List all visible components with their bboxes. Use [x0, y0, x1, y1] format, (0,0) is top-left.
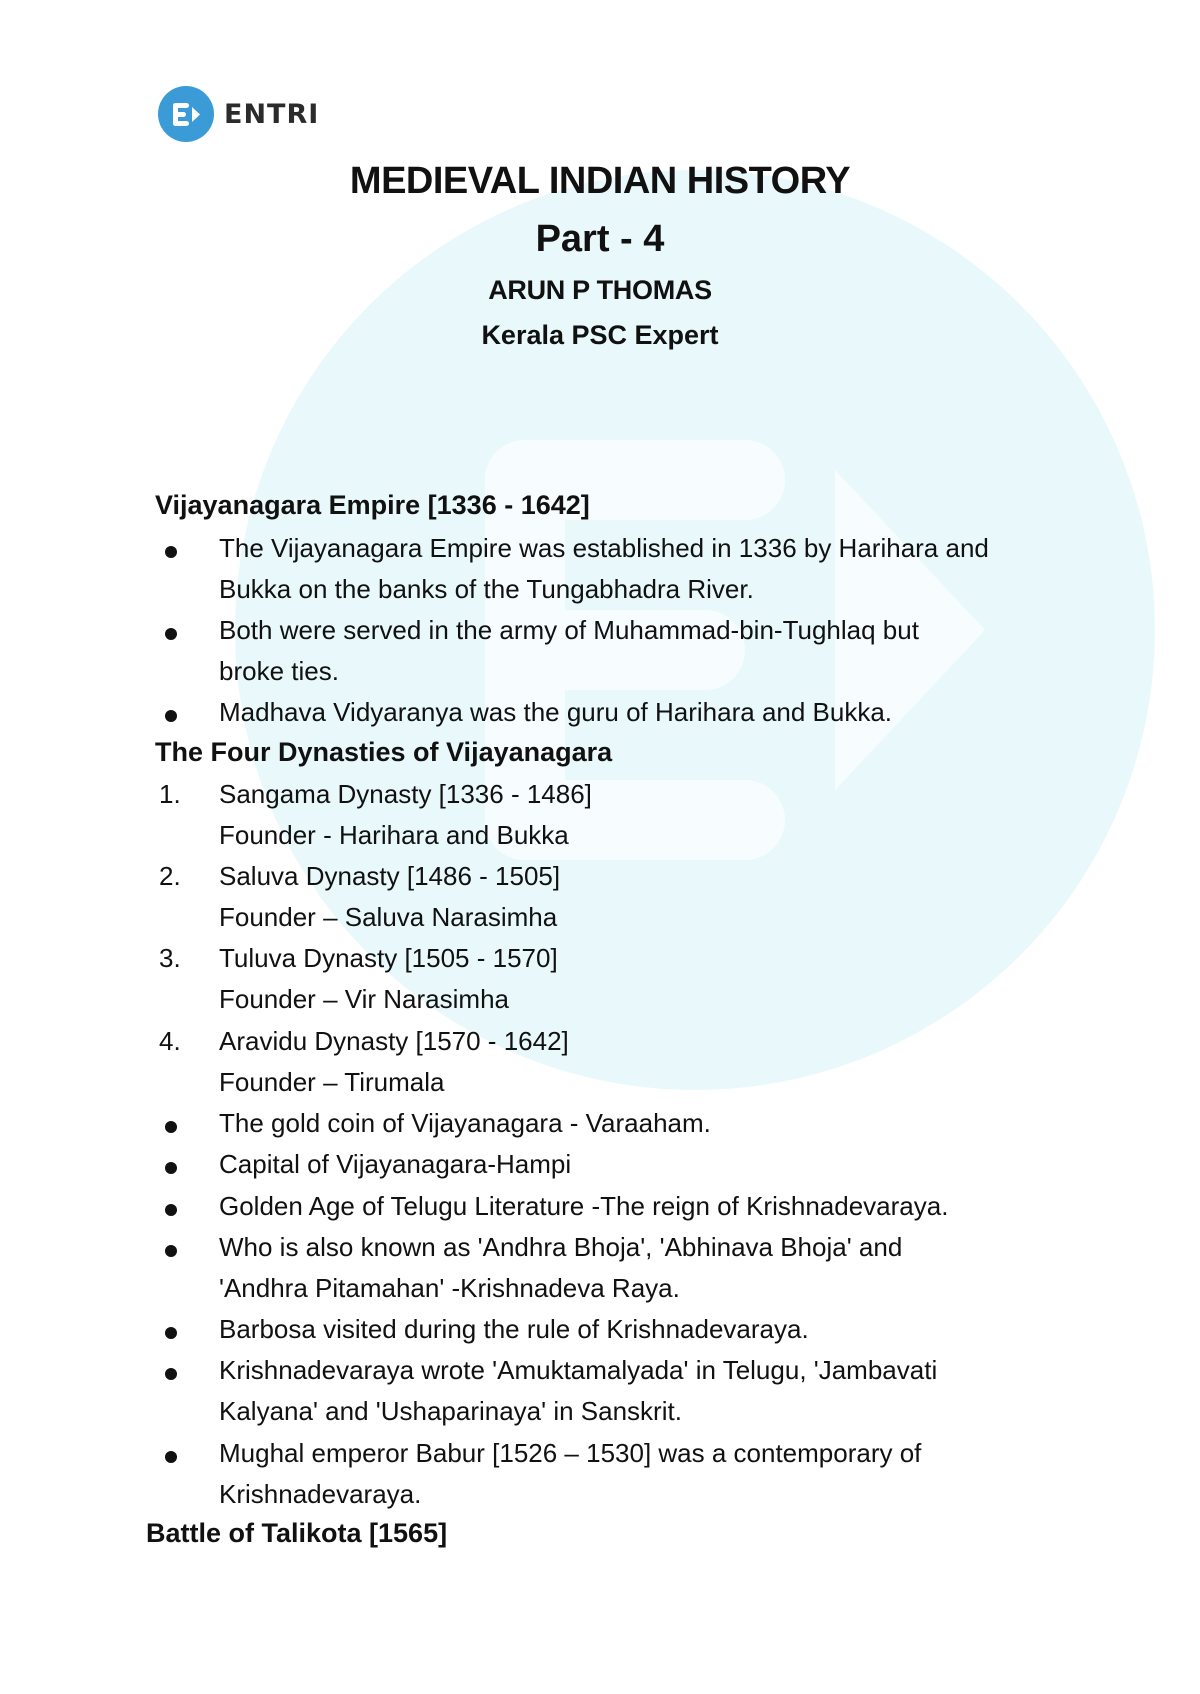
bullet-marker — [165, 1162, 177, 1174]
section-heading-talikota: Battle of Talikota [1565] — [146, 1518, 448, 1548]
bullet-text: Both were served in the army of Muhammad-bin-Tughlaq but — [219, 615, 919, 645]
bullet-text: Mughal emperor Babur [1526 – 1530] was a contemporary of — [219, 1438, 922, 1468]
bullet-text: Krishnadevaraya. — [219, 1479, 422, 1509]
dynasty-name: Sangama Dynasty [1336 - 1486] — [219, 779, 592, 809]
author-role: Kerala PSC Expert — [481, 320, 719, 350]
bullet-marker — [165, 1327, 177, 1339]
list-number: 2. — [159, 861, 181, 891]
list-number: 1. — [159, 779, 181, 809]
bullet-marker — [165, 1204, 177, 1216]
list-number: 4. — [159, 1026, 181, 1056]
dynasty-founder: Founder – Saluva Narasimha — [219, 902, 558, 932]
bullet-text: Kalyana' and 'Ushaparinaya' in Sanskrit. — [219, 1396, 682, 1426]
brand-logo — [158, 86, 319, 142]
dynasty-name: Saluva Dynasty [1486 - 1505] — [219, 861, 561, 891]
bullet-marker — [165, 1245, 177, 1257]
bullet-text: Golden Age of Telugu Literature -The reign of Krishnadevaraya. — [219, 1191, 949, 1221]
author-name: ARUN P THOMAS — [488, 275, 712, 305]
bullet-text: broke ties. — [219, 656, 339, 686]
part-label: Part - 4 — [535, 218, 665, 260]
bullet-text: Who is also known as 'Andhra Bhoja', 'Abhinava Bhoja' and — [219, 1232, 903, 1262]
bullet-marker — [165, 710, 177, 722]
bullet-marker — [165, 1121, 177, 1133]
list-number: 3. — [159, 943, 181, 973]
bullet-text: Barbosa visited during the rule of Krishnadevaraya. — [219, 1314, 809, 1344]
dynasty-name: Aravidu Dynasty [1570 - 1642] — [219, 1026, 569, 1056]
dynasty-founder: Founder - Harihara and Bukka — [219, 820, 569, 850]
bullet-marker — [165, 1451, 177, 1463]
logo-text: ENTRI — [224, 98, 320, 130]
section-heading-vijayanagara: Vijayanagara Empire [1336 - 1642] — [155, 490, 590, 520]
section-heading-dynasties: The Four Dynasties of Vijayanagara — [155, 737, 613, 767]
entri-logo-icon — [158, 86, 214, 142]
bullet-text: 'Andhra Pitamahan' -Krishnadeva Raya. — [219, 1273, 680, 1303]
dynasty-founder: Founder – Tirumala — [219, 1067, 445, 1097]
dynasty-founder: Founder – Vir Narasimha — [219, 984, 509, 1014]
bullet-marker — [165, 1368, 177, 1380]
dynasty-name: Tuluva Dynasty [1505 - 1570] — [219, 943, 558, 973]
bullet-text: Bukka on the banks of the Tungabhadra River. — [219, 574, 754, 604]
bullet-marker — [165, 546, 177, 558]
bullet-text: The gold coin of Vijayanagara - Varaaham. — [219, 1108, 711, 1138]
bullet-text: Krishnadevaraya wrote 'Amuktamalyada' in Telugu, 'Jambavati — [219, 1355, 938, 1385]
bullet-text: Madhava Vidyaranya was the guru of Harihara and Bukka. — [219, 697, 893, 727]
bullet-text: Capital of Vijayanagara-Hampi — [219, 1149, 572, 1179]
bullet-text: The Vijayanagara Empire was established in 1336 by Harihara and — [219, 533, 989, 563]
bullet-marker — [165, 628, 177, 640]
page-title: MEDIEVAL INDIAN HISTORY — [349, 160, 851, 202]
